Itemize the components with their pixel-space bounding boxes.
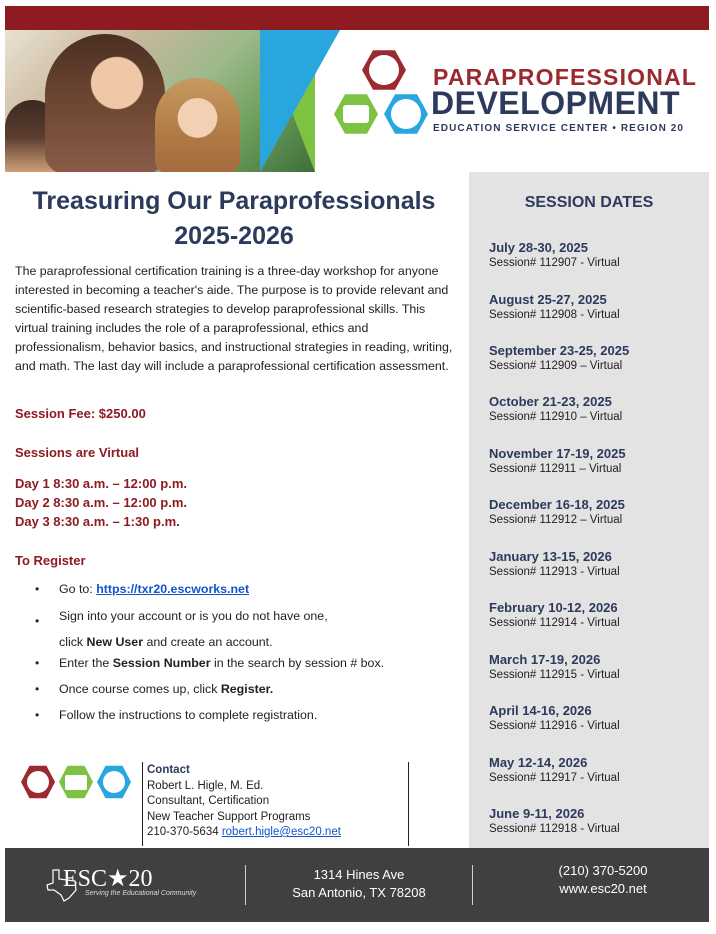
decorative-blue-wedge xyxy=(260,30,340,172)
title-line2: 2025-2026 xyxy=(174,222,294,250)
footer-address: 1314 Hines Ave San Antonio, TX 78208 xyxy=(292,867,426,900)
sessions-virtual-heading: Sessions are Virtual xyxy=(15,445,140,460)
step-goto: • Go to: https://txr20.escworks.net xyxy=(35,582,250,596)
footer-divider xyxy=(472,865,473,905)
contact-phone: 210-370-5634 xyxy=(147,826,219,838)
brand-title-line2: DEVELOPMENT xyxy=(431,85,681,121)
esc20-tagline: Serving the Educational Community xyxy=(85,890,197,897)
session-dates-sidebar xyxy=(469,172,709,848)
contact-logo-icons xyxy=(21,764,131,804)
brand-subtitle: EDUCATION SERVICE CENTER • REGION 20 xyxy=(433,123,685,134)
new-user-label: New User xyxy=(86,635,144,649)
session-fee: Session Fee: $250.00 xyxy=(15,406,146,421)
header xyxy=(5,30,709,178)
footer-phone: (210) 370-5200 xyxy=(558,863,648,878)
footer-website[interactable]: www.esc20.net xyxy=(559,881,647,896)
session-item: January 13-15, 2026 Session# 112913 - Virtual xyxy=(489,549,620,578)
bullet-icon: • xyxy=(35,656,40,670)
session-item: August 25-27, 2025 Session# 112908 - Virtual xyxy=(489,292,620,321)
people-hex-icon xyxy=(21,764,55,800)
day-3-time: Day 3 8:30 a.m. – 1:30 p.m. xyxy=(15,514,180,529)
session-dates-heading: SESSION DATES xyxy=(524,194,654,211)
session-item: October 21-23, 2025 Session# 112910 – Virtual xyxy=(489,394,623,423)
session-item: March 17-19, 2026 Session# 112915 - Virtual xyxy=(489,652,620,681)
contact-heading: Contact xyxy=(147,764,190,776)
session-item: July 28-30, 2025 Session# 112907 - Virtual xyxy=(489,240,620,269)
book-hex-icon xyxy=(59,764,93,800)
flyer-page xyxy=(5,6,709,922)
step-follow: • Follow the instructions to complete registration. xyxy=(35,708,318,722)
footer xyxy=(5,848,709,922)
register-steps xyxy=(35,581,455,733)
book-hex-icon xyxy=(334,92,378,136)
gear-hex-icon xyxy=(384,92,428,136)
photo-teacher xyxy=(45,34,165,172)
contact-block xyxy=(147,763,341,841)
step-register: • Once course comes up, click Register. xyxy=(35,682,274,696)
contact-program: New Teacher Support Programs xyxy=(147,810,311,823)
contact-title: Consultant, Certification xyxy=(147,795,270,807)
brand-title-line1: PARAPROFESSIONAL xyxy=(433,64,698,90)
session-item: April 14-16, 2026 Session# 112916 - Virtual xyxy=(489,703,620,732)
day-1-time: Day 1 8:30 a.m. – 12:00 p.m. xyxy=(15,476,187,491)
contact-divider-left xyxy=(142,762,143,846)
register-heading: To Register xyxy=(15,553,86,568)
step-signin: • Sign into your account or is you do not have one, click New User and create an account. xyxy=(35,609,328,649)
escworks-link[interactable]: https://txr20.escworks.net xyxy=(96,582,250,596)
bullet-icon: • xyxy=(35,614,40,628)
contact-divider-right xyxy=(408,762,409,846)
footer-divider xyxy=(245,865,246,905)
session-item: May 12-14, 2026 Session# 112917 - Virtual xyxy=(489,755,620,784)
people-hex-icon xyxy=(362,48,406,92)
contact-email-link[interactable]: robert.higle@esc20.net xyxy=(221,826,341,838)
photo-child-right xyxy=(155,78,240,172)
intro-paragraph: The paraprofessional certification training is a three-day workshop for anyone interested in becoming a teacher's aide. The purpose is to provide relevant and scientific-based research strategies to develop paraprofessional skills. This virtual training includes the role of a paraprofessional, ethics and professionalism, behavior basics, and instructional strategies in reading, writing, and math. The last day will include a paraprofessional certification assessment. xyxy=(15,264,453,373)
footer-contact xyxy=(513,862,693,898)
session-item: December 16-18, 2025 Session# 112912 – Virtual xyxy=(489,497,625,526)
session-item: September 23-25, 2025 Session# 112909 – Virtual xyxy=(489,343,630,372)
page-title xyxy=(5,184,463,254)
bullet-icon: • xyxy=(35,582,40,596)
session-item: June 9-11, 2026 Session# 112918 - Virtual xyxy=(489,806,620,835)
contact-name: Robert L. Higle, M. Ed. xyxy=(147,779,264,792)
day-schedule xyxy=(15,474,187,531)
title-line1: Treasuring Our Paraprofessionals xyxy=(32,187,436,215)
esc20-logo: ESC★20 xyxy=(63,866,153,892)
bullet-icon: • xyxy=(35,708,40,722)
bullet-icon: • xyxy=(35,682,40,696)
step-session-number: • Enter the Session Number in the search by session # box. xyxy=(35,656,385,670)
day-2-time: Day 2 8:30 a.m. – 12:00 p.m. xyxy=(15,495,187,510)
session-item: November 17-19, 2025 Session# 112911 – Virtual xyxy=(489,446,626,475)
session-item: February 10-12, 2026 Session# 112914 - Virtual xyxy=(489,600,620,629)
top-accent-bar xyxy=(5,6,709,30)
gear-hex-icon xyxy=(97,764,131,800)
program-logo-icons xyxy=(332,48,432,148)
